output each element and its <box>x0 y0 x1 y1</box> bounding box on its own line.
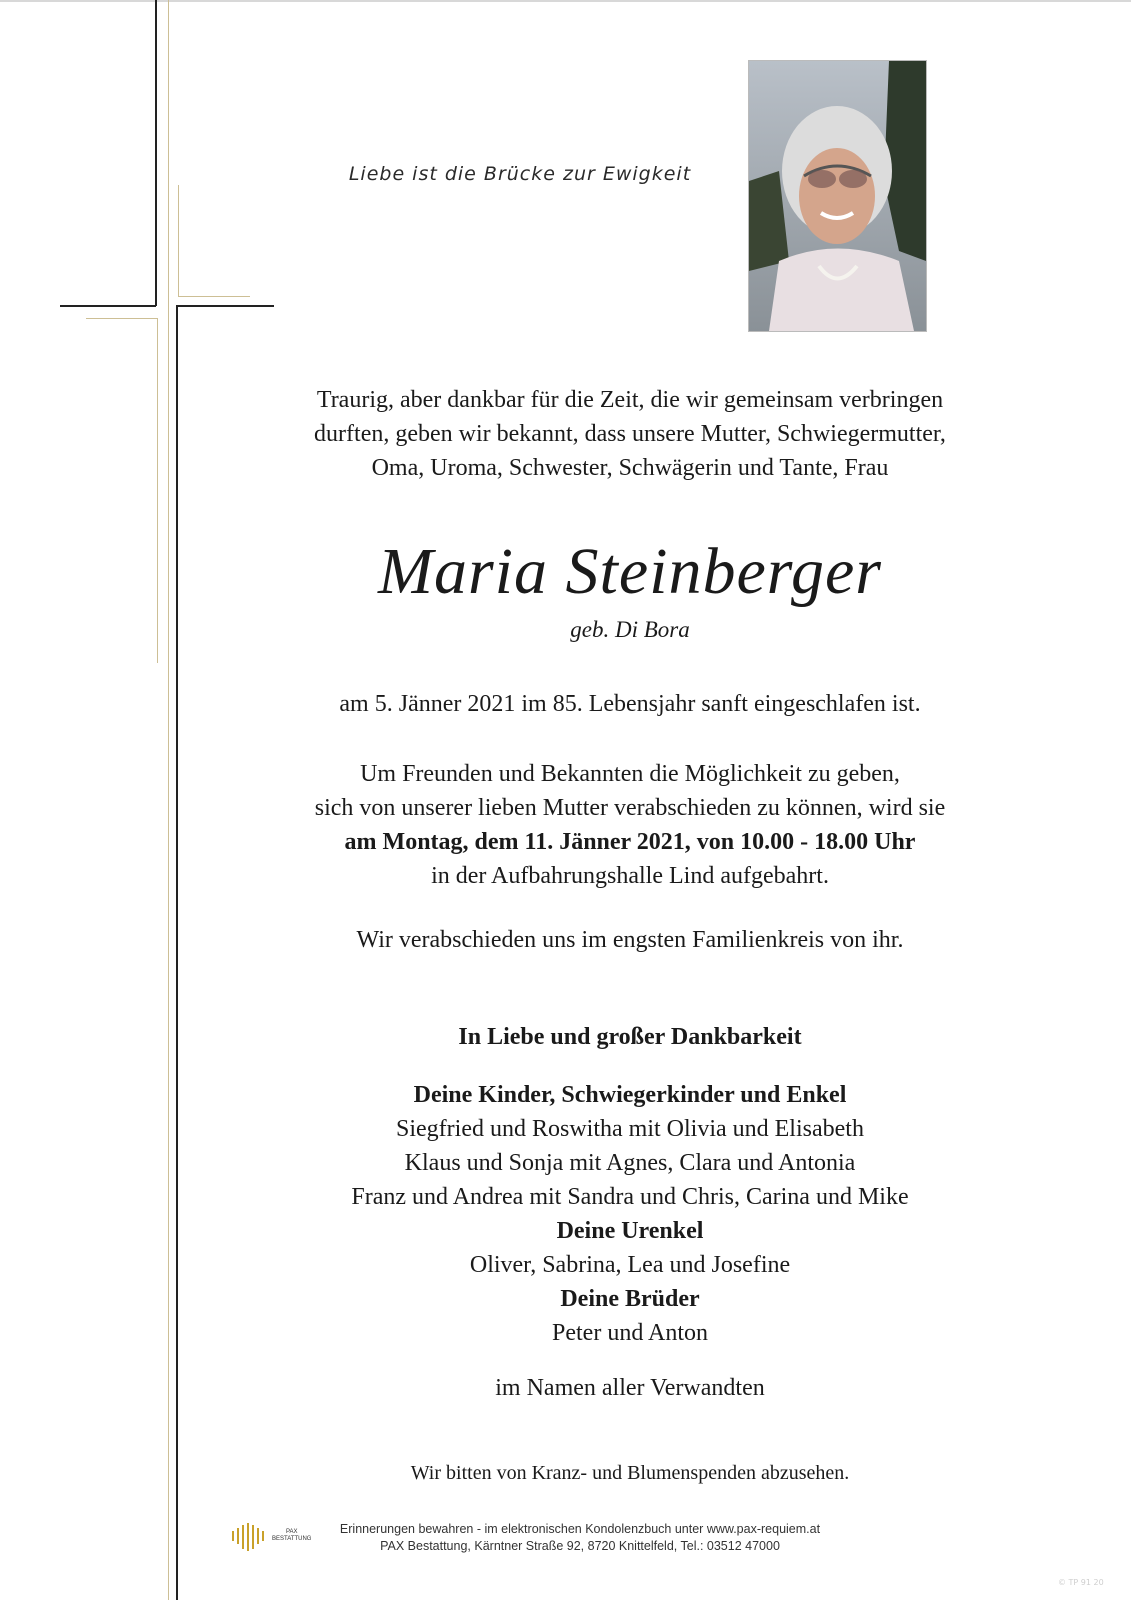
viewing-line: sich von unserer lieben Mutter verabschieden zu können, wird sie <box>314 795 946 821</box>
intro-line: durften, geben wir bekannt, dass unsere Mutter, Schwiegermutter, <box>314 421 946 447</box>
children-line: Siegfried und Roswitha mit Olivia und Elisabeth <box>396 1116 864 1142</box>
frame-vertical-gold <box>168 0 169 1600</box>
print-stamp: © TP 91 20 <box>1058 1578 1104 1587</box>
signature-block <box>190 1020 1070 1350</box>
intro-line: Traurig, aber dankbar für die Zeit, die wir gemeinsam verbringen <box>316 387 944 413</box>
cross-vertical-dark-upper <box>155 0 157 306</box>
brothers-heading: Deine Brüder <box>560 1286 700 1312</box>
passed-text: am 5. Jänner 2021 im 85. Lebensjahr sanft eingeschlafen ist. <box>339 691 921 717</box>
cross-vertical-gold-lower <box>157 318 158 663</box>
pax-logo-text-1: PAX <box>285 1529 298 1535</box>
frame-vertical-dark <box>176 305 178 1600</box>
cross-vertical-gold-upper <box>178 185 179 297</box>
children-line: Klaus und Sonja mit Agnes, Clara und Antonia <box>404 1150 856 1176</box>
viewing-info <box>190 757 1070 893</box>
footer <box>300 1521 860 1555</box>
relatives-text: im Namen aller Verwandten <box>495 1375 765 1401</box>
greatgrandchildren-names: Oliver, Sabrina, Lea und Josefine <box>469 1252 791 1278</box>
flowers-note: Wir bitten von Kranz- und Blumenspenden abzusehen. <box>410 1462 850 1484</box>
intro-line: Oma, Uroma, Schwester, Schwägerin und Tante, Frau <box>371 455 889 481</box>
viewing-date: am Montag, dem 11. Jänner 2021, von 10.00 - 18.00 Uhr <box>344 829 916 855</box>
pax-logo-icon <box>230 1523 270 1553</box>
cross-horizontal-dark-left <box>60 305 156 307</box>
pax-logo-text-2: BESTATTUNG <box>272 1536 312 1542</box>
birth-name: geb. Di Bora <box>570 617 690 642</box>
deceased-name: Maria Steinberger <box>378 535 882 608</box>
signature-heading: In Liebe und großer Dankbarkeit <box>458 1024 802 1050</box>
footer-line-condolence: Erinnerungen bewahren - im elektronischen Kondolenzbuch unter www.pax-requiem.at <box>339 1522 821 1536</box>
cross-horizontal-dark-right <box>176 305 274 307</box>
viewing-location: in der Aufbahrungshalle Lind aufgebahrt. <box>431 863 829 889</box>
footer-line-address: PAX Bestattung, Kärntner Straße 92, 8720 Knittelfeld, Tel.: 03512 47000 <box>380 1539 780 1553</box>
children-heading: Deine Kinder, Schwiegerkinder und Enkel <box>413 1082 847 1108</box>
farewell-text: Wir verabschieden uns im engsten Familienkreis von ihr. <box>356 927 904 953</box>
page-top-edge <box>0 0 1131 2</box>
cross-horizontal-gold-lower <box>86 318 157 319</box>
intro-text <box>190 383 1070 485</box>
brothers-names: Peter und Anton <box>552 1320 708 1346</box>
greatgrandchildren-heading: Deine Urenkel <box>556 1218 704 1244</box>
motto: Liebe ist die Brücke zur Ewigkeit <box>348 163 692 185</box>
cross-horizontal-gold-upper <box>178 296 250 297</box>
children-line: Franz und Andrea mit Sandra und Chris, Carina und Mike <box>351 1184 909 1210</box>
viewing-line: Um Freunden und Bekannten die Möglichkeit zu geben, <box>360 761 900 787</box>
portrait-photo <box>748 60 927 332</box>
